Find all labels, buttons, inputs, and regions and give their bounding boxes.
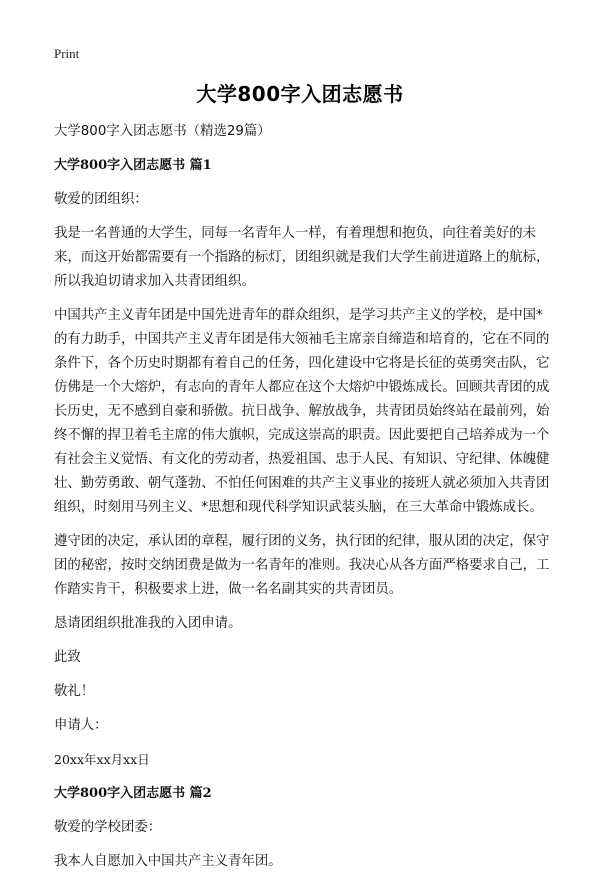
section-2-heading: 大学800字入团志愿书 篇2	[54, 786, 212, 801]
document-subtitle: 大学800字入团志愿书（精选29篇）	[54, 124, 271, 139]
closing-line-2: 敬礼！	[54, 684, 95, 699]
applicant-label: 申请人：	[54, 718, 108, 733]
section-1-paragraph-1: 我是一名普通的大学生，同每一名青年人一样，有着理想和抱负，向往着美好的未来，而这开始都需要有一个指路的标灯，团组织就是我们大学生前进道路上的航标，所以我迫切请求加入共青团组织。	[54, 226, 550, 289]
closing-line-1: 此致	[54, 650, 81, 665]
section-2-greeting: 敬爱的学校团委：	[54, 820, 162, 835]
document-body	[54, 120, 554, 874]
section-1-heading: 大学800字入团志愿书 篇1	[54, 158, 212, 173]
section-1-paragraph-3: 遵守团的决定，承认团的章程，履行团的义务，执行团的纪律，服从团的决定，保守团的秘密，按时交纳团费是做为一名青年的准则。我决心从各方面严格要求自己，工作踏实肯干，积极要求上进，做一名名副其实的共青团员。	[54, 534, 550, 597]
section-1-greeting: 敬爱的团组织：	[54, 192, 148, 207]
page-title: 大学800字入团志愿书	[196, 82, 404, 106]
section-1-paragraph-2: 中国共产主义青年团是中国先进青年的群众组织，是学习共产主义的学校，是中国*的有力助手，中国共产主义青年团是伟大领袖毛主席亲自缔造和培育的，它在不同的条件下，各个历史时期都有着自己的任务，四化建设中它将是长征的英勇突击队，它仿佛是一个大熔炉，有志向的青年人都应在这个大熔炉中锻炼成长。回顾共青团的成长历史，无不感到自豪和骄傲。抗日战争、解放战争，共青团员始终站在最前列，始终不懈的捍卫着毛主席的伟大旗帜，完成这崇高的职责。因此要把自己培养成为一个有社会主义觉悟、有文化的劳动者，热爱祖国、忠于人民、有知识、守纪律、体魄健壮、勤劳勇敢、朝气蓬勃、不怕任何困难的共产主义事业的接班人就必须加入共青团组织，时刻用马列主义、*思想和现代科学知识武装头脑，在三大革命中锻炼成长。	[54, 308, 550, 515]
print-link[interactable]: Print	[54, 46, 80, 61]
section-2-paragraph-1: 我本人自愿加入中国共产主义青年团。	[54, 854, 282, 869]
section-1-paragraph-4: 恳请团组织批准我的入团申请。	[54, 616, 242, 631]
application-date: 20xx年xx月xx日	[54, 752, 150, 767]
